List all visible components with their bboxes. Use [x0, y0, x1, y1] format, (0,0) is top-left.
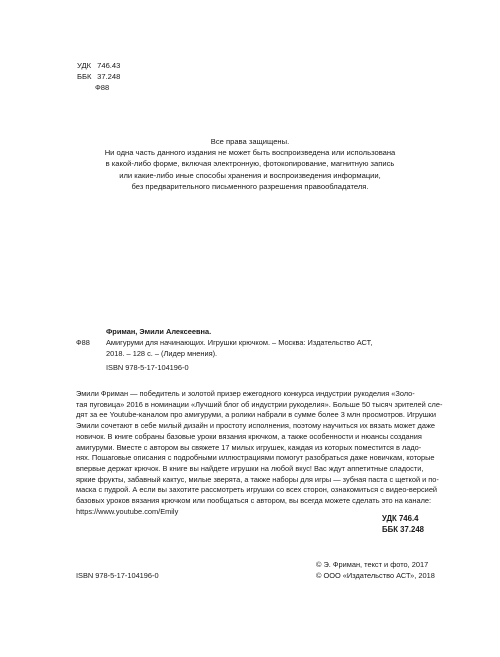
bbk-bold: ББК 37.248 [382, 525, 424, 534]
isbn-bottom: ISBN 978-5-17-104196-0 [76, 571, 159, 580]
bib-sign: Ф88 [76, 337, 90, 347]
annotation-line: Эмили Фриман — победитель и золотой призер ежегодного конкурса индустрии рукоделия «Золо- [76, 389, 415, 398]
annotation-url: https://www.youtube.com/Emily [76, 506, 179, 516]
annotation-line: Эмили сочетают в себе милый дизайн и простоту исполнения, поэтому научиться их вязать может даже [76, 421, 435, 431]
annotation-line: нях. Пошаговые описания с подробными иллюстрациями помогут разобраться даже новичкам, которые [76, 453, 435, 463]
udk-bold: УДК 746.4 [382, 514, 419, 523]
copyright-line: © Э. Фриман, текст и фото, 2017 [316, 560, 429, 569]
udk-value: 746.43 [97, 61, 121, 70]
udk-line [77, 60, 120, 71]
annotation-line: новичок. В книге собраны базовые уроки вязания крючком, а также особенности и нюансы создания [76, 431, 422, 441]
bib-isbn: ISBN 978-5-17-104196-0 [106, 363, 189, 373]
author-name: Фриман, Эмили Алексеевна. [106, 327, 212, 336]
annotation-line: яркие фрукты, забавный кактус, милые зверята, а также наборы для игры — зубная паста с щеткой и по- [76, 474, 439, 484]
bibliographic-record [76, 327, 426, 374]
annotation [76, 389, 443, 517]
annotation-line: впервые держат крючок. В книге вы найдете игрушки на любой вкус! Вас ждут аппетитные сладости, [76, 463, 424, 473]
annotation-line: базовых уроков вязания крючком или пообщаться с автором, вы всегда можете сделать это на канале: [76, 496, 432, 506]
classification-codes [77, 60, 120, 93]
rights-line: Все права защищены. [210, 137, 290, 146]
copyright-line: © ООО «Издательство АСТ», 2018 [316, 570, 435, 580]
copyright-block [316, 560, 435, 582]
rights-notice [60, 136, 440, 192]
classification-codes-bold [382, 513, 424, 535]
rights-line: без предварительного письменного разрешения правообладателя. [131, 181, 369, 191]
bib-imprint-line: 2018. – 128 с. – (Лидер мнения). [106, 348, 218, 358]
annotation-line: маска с пудрой. А если вы захотите рассмотреть игрушки со всех сторон, ознакомиться с видео-версией [76, 485, 438, 495]
bbk-label: ББК [77, 72, 92, 81]
udk-label: УДК [77, 61, 92, 70]
annotation-line: дят за ее Youtube-каналом про амигуруми, а ролики набрали в сумме более 3 млн просмотров. Игрушки [76, 410, 436, 420]
bib-row [76, 338, 426, 349]
bbk-value: 37.248 [97, 72, 121, 81]
rights-line: в какой-либо форме, включая электронную, фотокопирование, магнитную запись [105, 159, 395, 169]
annotation-line: амигуруми. Вместе с автором вы свяжете 17 милых игрушек, каждая из которых поместится в ладо- [76, 442, 422, 452]
bib-title-line: Амигуруми для начинающих. Игрушки крючком. – Москва: Издательство АСТ, [106, 337, 373, 347]
annotation-line: тая пуговица» 2016 в номинации «Лучший блог об индустрии рукоделия». Больше 50 тысяч зрителей сле- [76, 399, 443, 409]
author-sign: Ф88 [95, 83, 110, 92]
rights-line: или какие-либо иные способы хранения и воспроизведения информации, [119, 170, 381, 180]
rights-line: Ни одна часть данного издания не может быть воспроизведена или использована [104, 148, 396, 158]
bbk-line [77, 71, 120, 82]
